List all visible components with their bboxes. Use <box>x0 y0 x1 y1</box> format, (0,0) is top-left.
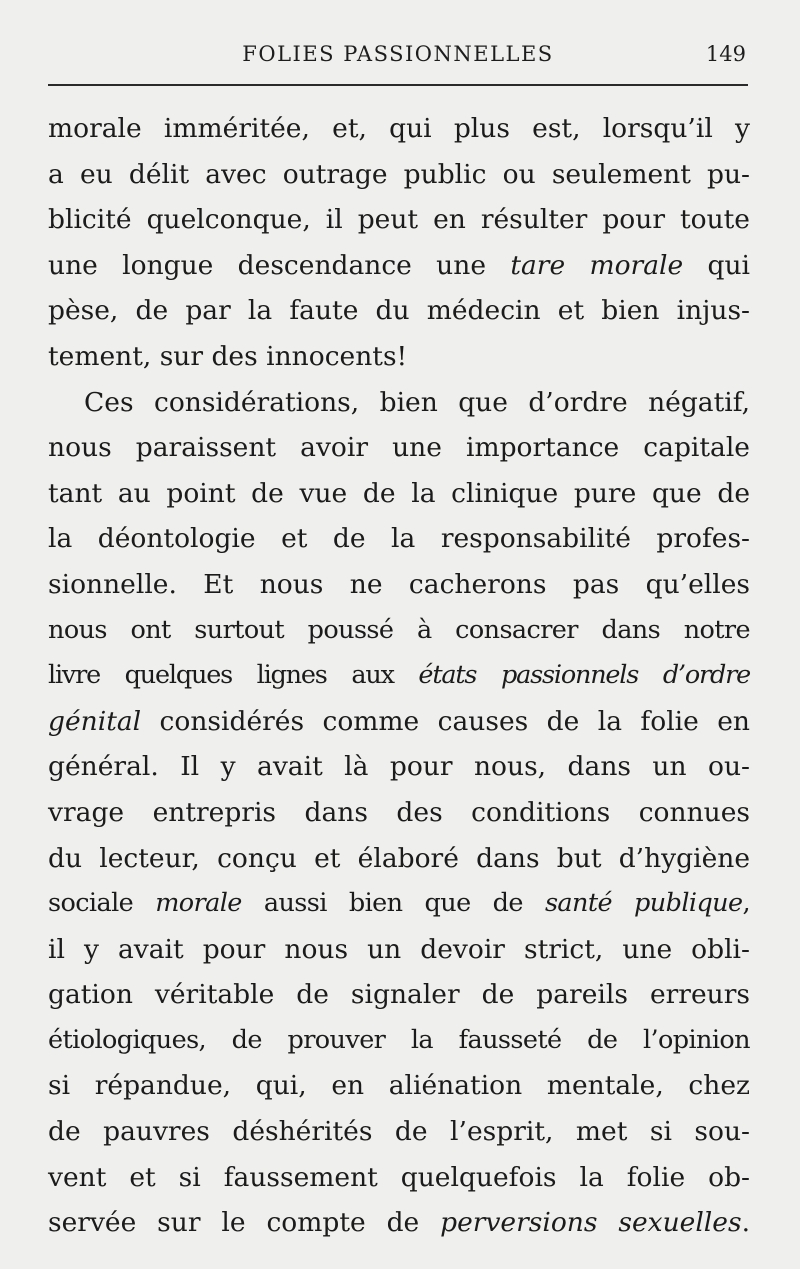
text-segment: livre quelques lignes aux <box>48 660 419 691</box>
text-segment: considérés comme causes de la folie en <box>141 705 750 737</box>
italic-text: morale <box>155 888 242 919</box>
text-segment: . <box>741 1207 750 1239</box>
text-segment: vent et si faussement quelquefois la folie ob- <box>48 1161 750 1193</box>
text-line <box>48 1155 750 1201</box>
italic-text: tare morale <box>510 249 684 281</box>
text-segment: vrage entrepris dans des conditions connues <box>48 796 750 828</box>
text-line <box>48 1200 750 1246</box>
text-segment: a eu délit avec outrage public ou seulement pu- <box>48 158 750 190</box>
text-segment: morale imméritée, et, qui plus est, lorsqu’il y <box>48 113 750 144</box>
text-line <box>48 243 750 289</box>
text-segment: tant au point de vue de la clinique pure que de <box>48 477 750 509</box>
text-line <box>48 197 750 243</box>
text-segment: nous ont surtout poussé à consacrer dans notre <box>48 614 750 645</box>
text-line <box>48 1063 750 1109</box>
text-segment: sionnelle. Et nous ne cacherons pas qu’elles <box>48 568 750 600</box>
text-line <box>48 106 750 152</box>
running-title: FOLIES PASSIONNELLES <box>242 42 554 66</box>
text-segment: nous paraissent avoir une importance capitale <box>48 432 750 464</box>
text-line <box>48 152 750 198</box>
italic-text: états passionnels d’ordre <box>418 660 750 691</box>
text-line <box>48 699 750 745</box>
text-line <box>48 425 750 471</box>
text-line <box>48 1018 750 1064</box>
text-segment: du lecteur, conçu et élaboré dans but d’hygiène <box>48 842 750 874</box>
text-segment: pèse, de par la faute du médecin et bien injus- <box>48 295 750 327</box>
italic-text: perversions sexuelles <box>440 1207 742 1239</box>
text-line <box>48 927 750 973</box>
text-line <box>48 334 750 380</box>
text-line <box>48 288 750 334</box>
text-segment: Ces considérations, bien que d’ordre négatif, <box>84 386 750 418</box>
text-segment: une longue descendance une <box>48 249 511 281</box>
body-text <box>48 106 750 1246</box>
text-segment: , <box>742 888 750 919</box>
text-line <box>48 881 750 927</box>
text-segment: servée sur le compte de <box>48 1207 441 1239</box>
text-segment: si répandue, qui, en aliénation mentale, chez <box>48 1070 750 1102</box>
text-segment: il y avait pour nous un devoir strict, une obli- <box>48 933 750 965</box>
italic-text: santé publique <box>544 888 743 919</box>
header-rule <box>48 84 748 86</box>
text-line <box>48 972 750 1018</box>
text-line <box>48 836 750 882</box>
text-segment: qui <box>683 249 750 281</box>
text-segment: sociale <box>48 888 156 919</box>
text-segment: tement, sur des innocents! <box>48 340 408 372</box>
text-line <box>48 380 750 426</box>
text-segment: général. Il y avait là pour nous, dans un ou- <box>48 751 750 783</box>
text-segment: la déontologie et de la responsabilité profes- <box>48 523 750 555</box>
italic-text: génital <box>48 705 142 737</box>
text-line <box>48 653 750 699</box>
text-line <box>48 516 750 562</box>
text-line <box>48 471 750 517</box>
text-line <box>48 790 750 836</box>
text-segment: étiologiques, de prouver la fausseté de l’opinion <box>48 1024 750 1055</box>
text-segment: de pauvres déshérités de l’esprit, met si sou- <box>48 1116 750 1148</box>
text-line <box>48 608 750 654</box>
text-segment: gation véritable de signaler de pareils erreurs <box>48 979 750 1011</box>
text-segment: aussi bien que de <box>241 888 545 919</box>
text-line <box>48 744 750 790</box>
text-segment: blicité quelconque, il peut en résulter pour toute <box>48 204 750 236</box>
page-number: 149 <box>705 42 746 66</box>
text-line <box>48 1109 750 1155</box>
page-header <box>48 42 748 76</box>
text-line <box>48 562 750 608</box>
